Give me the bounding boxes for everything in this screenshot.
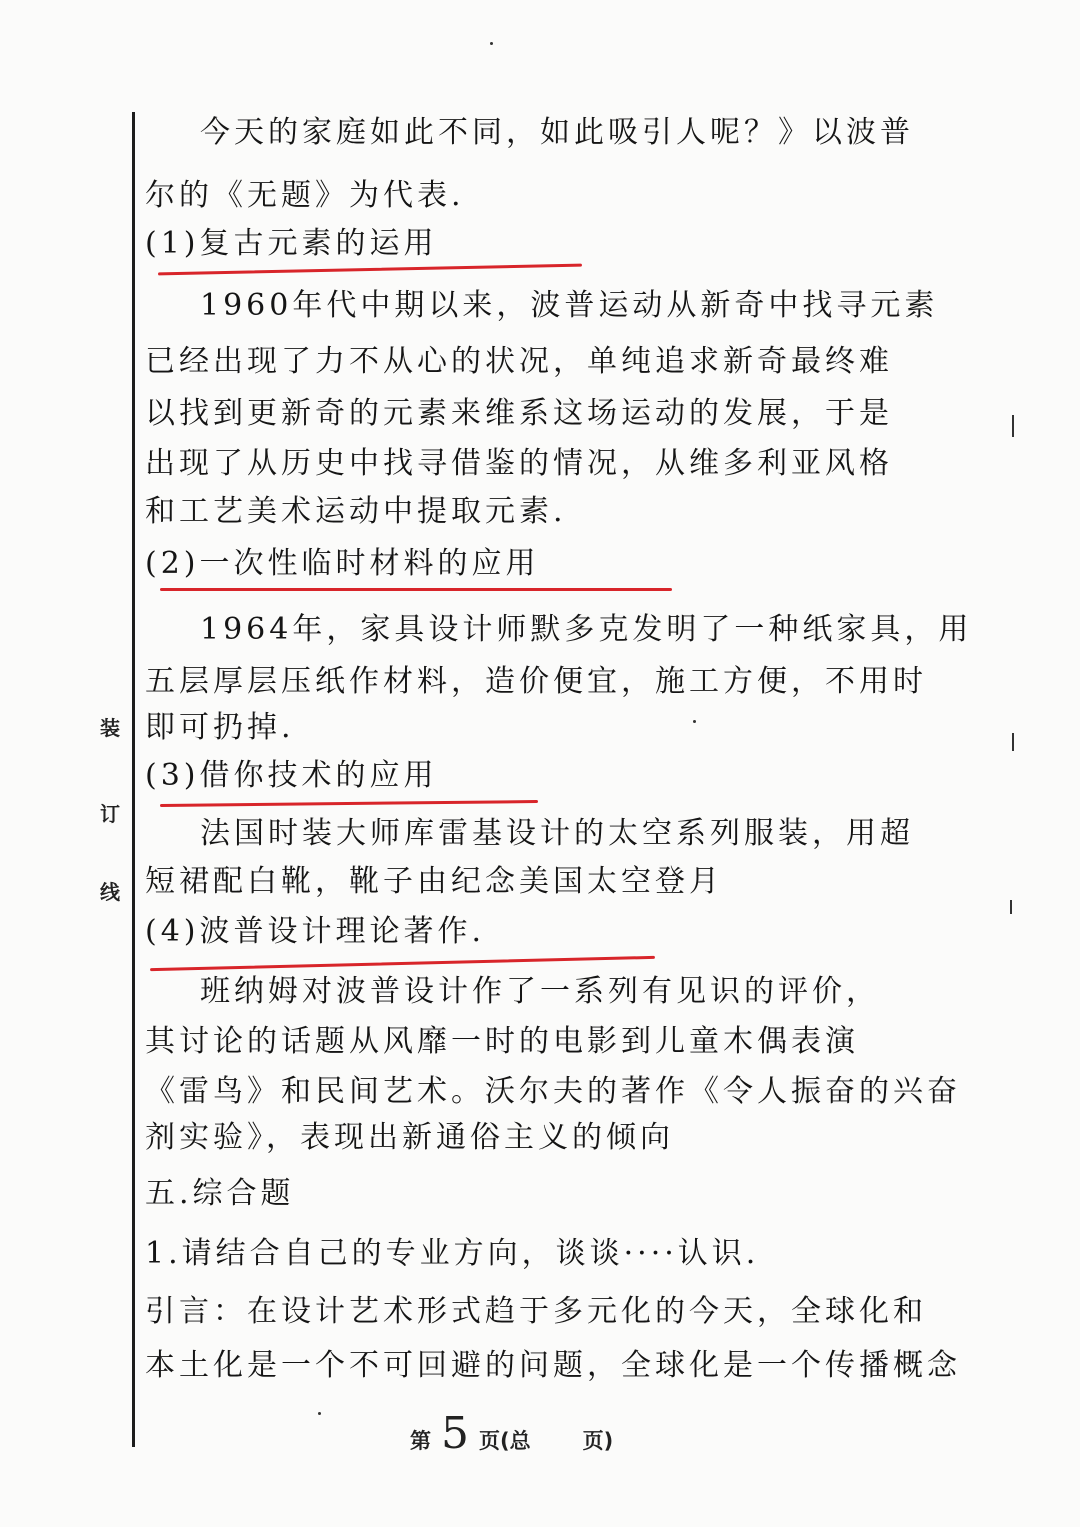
footer-prefix: 第 bbox=[410, 1429, 431, 1453]
section-heading-comprehensive: 五.综合题 bbox=[145, 1176, 295, 1211]
text-line: 1964年，家具设计师默多克发明了一种纸家具，用 bbox=[200, 612, 973, 647]
text-line: 五层厚层压纸作材料，造价便宜，施工方便，不用时 bbox=[145, 664, 927, 699]
text-line: 班纳姆对波普设计作了一系列有见识的评价， bbox=[200, 974, 880, 1009]
page-footer bbox=[410, 1408, 613, 1459]
text-line: 即可扔掉. bbox=[145, 710, 295, 745]
red-underline bbox=[160, 588, 672, 591]
heading-retro-elements: (1)复古元素的运用 bbox=[145, 226, 438, 261]
text-line: 出现了从历史中找寻借鉴的情况，从维多利亚风格 bbox=[145, 446, 893, 481]
text-line: 引言：在设计艺术形式趋于多元化的今天，全球化和 bbox=[145, 1294, 927, 1329]
binding-mark-zhuang: 装 bbox=[100, 716, 120, 740]
red-underline bbox=[158, 264, 582, 276]
red-underline bbox=[150, 956, 655, 971]
binding-mark-xian: 线 bbox=[100, 880, 120, 904]
footer-middle: 页(总 bbox=[479, 1429, 531, 1453]
text-line: 以找到更新奇的元素来维系这场运动的发展，于是 bbox=[145, 396, 893, 431]
text-line: 和工艺美术运动中提取元素. bbox=[145, 494, 567, 529]
heading-theory-works: (4)波普设计理论著作. bbox=[145, 914, 486, 949]
stray-dot bbox=[693, 720, 696, 723]
text-line: 其讨论的话题从风靡一时的电影到儿童木偶表演 bbox=[145, 1024, 859, 1059]
text-line: 本土化是一个不可回避的问题，全球化是一个传播概念 bbox=[145, 1348, 961, 1383]
stray-dot bbox=[490, 42, 493, 45]
edge-tick bbox=[1012, 733, 1014, 751]
heading-disposable-materials: (2)一次性临时材料的应用 bbox=[145, 546, 540, 581]
edge-tick bbox=[1012, 415, 1014, 437]
text-line: 尔的《无题》为代表. bbox=[145, 178, 465, 213]
footer-suffix: 页) bbox=[582, 1429, 614, 1453]
question-1: 1.请结合自己的专业方向，谈谈····认识. bbox=[145, 1236, 760, 1271]
edge-tick bbox=[1010, 900, 1012, 914]
red-underline bbox=[160, 800, 538, 807]
text-line: 已经出现了力不从心的状况，单纯追求新奇最终难 bbox=[145, 344, 893, 379]
margin-rule bbox=[132, 112, 135, 1447]
page-number: 5 bbox=[441, 1408, 469, 1459]
text-line: 今天的家庭如此不同，如此吸引人呢？》以波普 bbox=[200, 115, 914, 150]
text-line: 短裙配白靴，靴子由纪念美国太空登月 bbox=[145, 864, 723, 899]
heading-technology: (3)借你技术的应用 bbox=[145, 758, 438, 793]
text-line: 1960年代中期以来，波普运动从新奇中找寻元素 bbox=[200, 288, 939, 323]
stray-dot bbox=[318, 1412, 321, 1415]
text-line: 剂实验》，表现出新通俗主义的倾向 bbox=[145, 1120, 674, 1155]
text-line: 《雷鸟》和民间艺术。沃尔夫的著作《令人振奋的兴奋 bbox=[145, 1074, 961, 1109]
text-line: 法国时装大师库雷基设计的太空系列服装，用超 bbox=[200, 816, 914, 851]
binding-mark-ding: 订 bbox=[100, 802, 120, 826]
